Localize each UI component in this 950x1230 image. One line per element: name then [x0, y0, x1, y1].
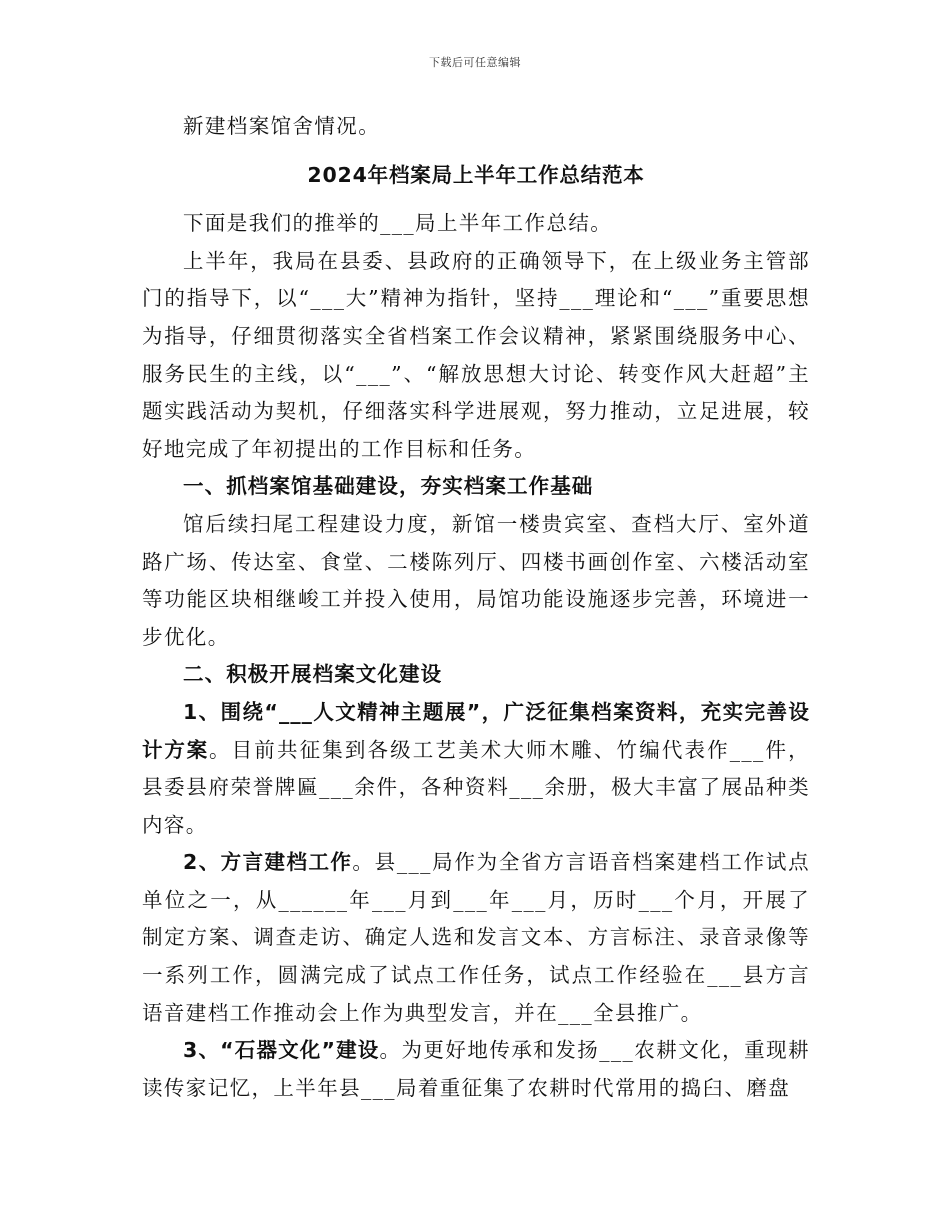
- item-3-text: 。为更好地传承和发扬___农耕文化，重现耕读传家记忆，上半年县___局着重征集了农耕时代常用的捣臼、磨盘: [142, 1038, 810, 1100]
- section-heading-2: 二、积极开展档案文化建设: [183, 662, 443, 687]
- document-title: 2024年档案局上半年工作总结范本: [307, 162, 645, 187]
- intro-paragraph: 下面是我们的推举的___局上半年工作总结。: [183, 211, 613, 236]
- continued-paragraph: 新建档案馆舍情况。: [183, 114, 381, 138]
- item-2-text: 。县___局作为全省方言语音档案建档工作试点单位之一，从______年___月到___年___月，历时___个月，开展了制定方案、调查走访、确定人选和发言文本、方言标注、录音录像等一系列工作，圆满完成了试点工作任务，试点工作经验在___县方言语音建档工作推动会上作为典型发言，并在___全县推广。: [142, 850, 810, 1025]
- item-1-bold: 1、围绕“___人文精神主题展”，广泛征集档案资料，充实完善设计方案: [142, 699, 810, 762]
- item-2-paragraph: [142, 844, 810, 1032]
- summary-paragraph: 上半年，我局在县委、县政府的正确领导下，在上级业务主管部门的指导下，以“___大”精神为指针，坚持___理论和“___”重要思想为指导，仔细贯彻落实全省档案工作会议精神，紧紧围绕服务中心、服务民生的主线，以“___”、“解放思想大讨论、转变作风大赶超”主题实践活动为契机，仔细落实科学进展观，努力推动，立足进展，较好地完成了年初提出的工作目标和任务。: [142, 248, 810, 461]
- item-2-bold: 2、方言建档工作: [183, 850, 353, 875]
- section-heading-1: 一、抓档案馆基础建设，夯实档案工作基础: [183, 474, 594, 499]
- section-1-paragraph: 馆后续扫尾工程建设力度，新馆一楼贵宾室、查档大厅、室外道路广场、传达室、食堂、二楼陈列厅、四楼书画创作室、六楼活动室等功能区块相继峻工并投入使用，局馆功能设施逐步完善，环境进一步优化。: [142, 511, 810, 649]
- item-1-paragraph: [142, 694, 810, 844]
- item-3-bold: 3、“石器文化”建设: [183, 1038, 380, 1063]
- item-3-paragraph: [142, 1032, 810, 1107]
- page-header: 下载后可任意编辑: [429, 56, 521, 69]
- document-body: [142, 108, 810, 1107]
- item-1-text: 。目前共征集到各级工艺美术大师木雕、竹编代表作___件，县委县府荣誉牌匾___余件，各种资料___余册，极大丰富了展品种类内容。: [142, 737, 810, 837]
